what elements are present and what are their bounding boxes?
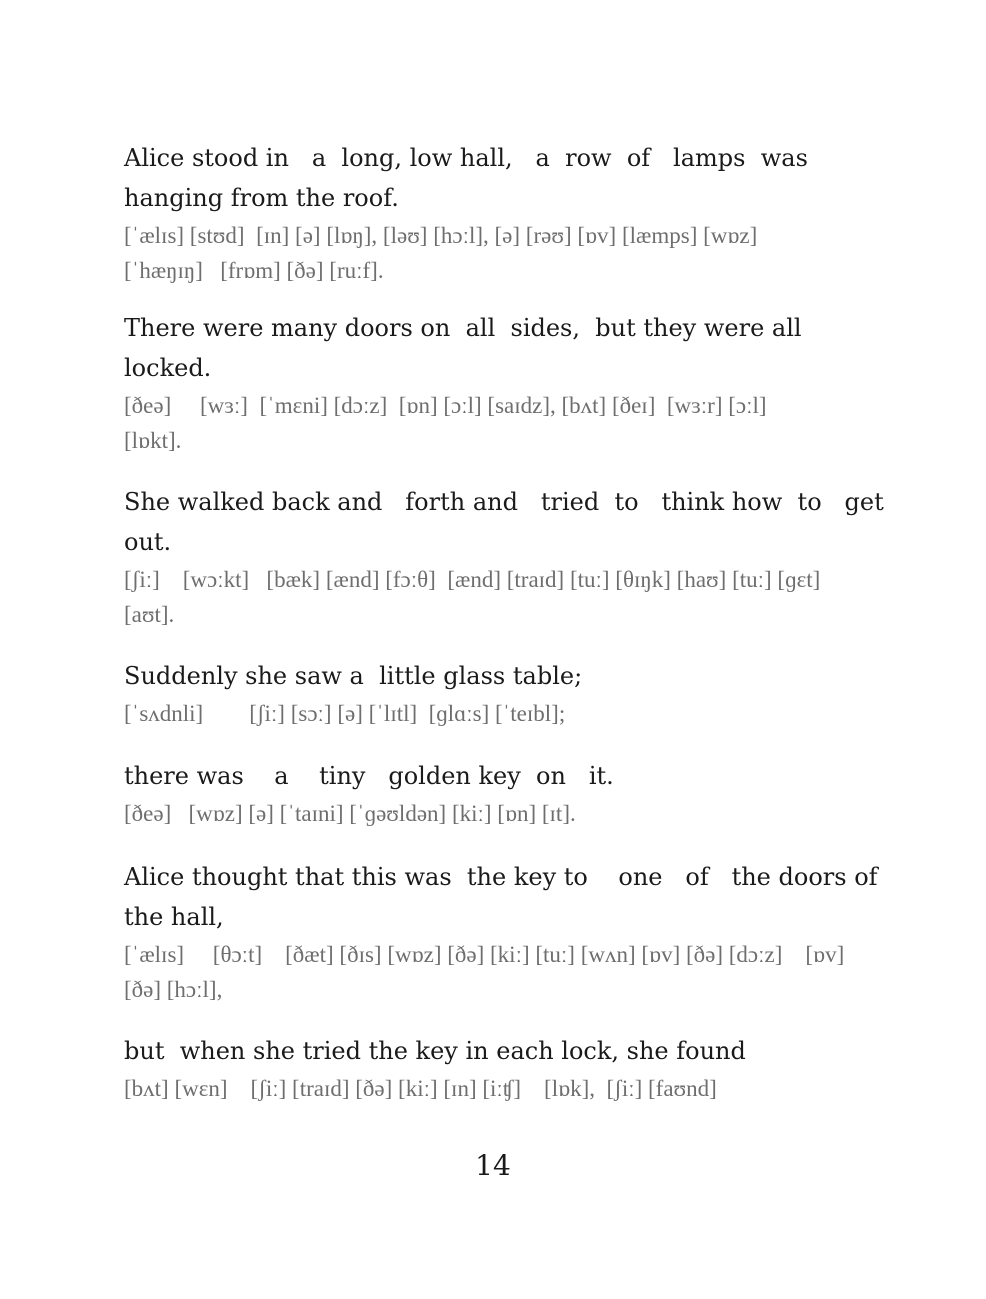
english-line: There were many doors on all sides, but they were all: [124, 314, 802, 342]
english-line: but when she tried the key in each lock, she found: [124, 1037, 746, 1065]
paragraph-7: [124, 1031, 884, 1106]
paragraph-5: [124, 756, 884, 831]
paragraph-3: [124, 482, 884, 632]
ipa-line: [ʃiː] [wɔːkt] [bæk] [ænd] [fɔːθ] [ænd] [traɪd] [tuː] [θɪŋk] [haʊ] [tuː] [ɡɛt]: [124, 567, 821, 592]
ipa-line: [ˈælɪs] [θɔːt] [ðæt] [ðɪs] [wɒz] [ðə] [kiː] [tuː] [wʌn] [ɒv] [ðə] [dɔːz] [ɒv]: [124, 942, 845, 967]
english-line: there was a tiny golden key on it.: [124, 762, 614, 790]
ipa-line: [ˈsʌdnli] [ʃiː] [sɔː] [ə] [ˈlɪtl] [ɡlɑːs] [ˈteɪbl];: [124, 701, 566, 726]
english-line: Alice stood in a long, low hall, a row of lamps was: [124, 144, 808, 172]
ipa-line: [ˈhæŋɪŋ] [frɒm] [ðə] [ruːf].: [124, 258, 384, 283]
english-line: locked.: [124, 354, 212, 382]
ipa-line: [ðeə] [wɜː] [ˈmɛni] [dɔːz] [ɒn] [ɔːl] [saɪdz], [bʌt] [ðeɪ] [wɜːr] [ɔːl]: [124, 393, 767, 418]
english-line: hanging from the roof.: [124, 184, 399, 212]
english-line: the hall,: [124, 903, 224, 931]
paragraph-6: [124, 857, 884, 1007]
paragraph-1: [124, 138, 884, 288]
english-line: She walked back and forth and tried to think how to get: [124, 488, 884, 516]
english-line: Alice thought that this was the key to one of the doors of: [124, 863, 878, 891]
english-line: Suddenly she saw a little glass table;: [124, 662, 583, 690]
ipa-line: [aʊt].: [124, 602, 175, 627]
paragraph-2: [124, 308, 884, 458]
english-line: out.: [124, 528, 172, 556]
ipa-line: [ðeə] [wɒz] [ə] [ˈtaɪni] [ˈɡəʊldən] [kiː] [ɒn] [ɪt].: [124, 801, 576, 826]
ipa-line: [bʌt] [wɛn] [ʃiː] [traɪd] [ðə] [kiː] [ɪn] [iːʧ] [lɒk], [ʃiː] [faʊnd]: [124, 1076, 717, 1101]
paragraph-4: [124, 656, 884, 731]
ipa-line: [lɒkt].: [124, 428, 182, 453]
ipa-line: [ˈælɪs] [stʊd] [ɪn] [ə] [lɒŋ], [ləʊ] [hɔːl], [ə] [rəʊ] [ɒv] [læmps] [wɒz]: [124, 223, 758, 248]
page-number: 14: [475, 1149, 511, 1182]
ipa-line: [ðə] [hɔːl],: [124, 977, 223, 1002]
